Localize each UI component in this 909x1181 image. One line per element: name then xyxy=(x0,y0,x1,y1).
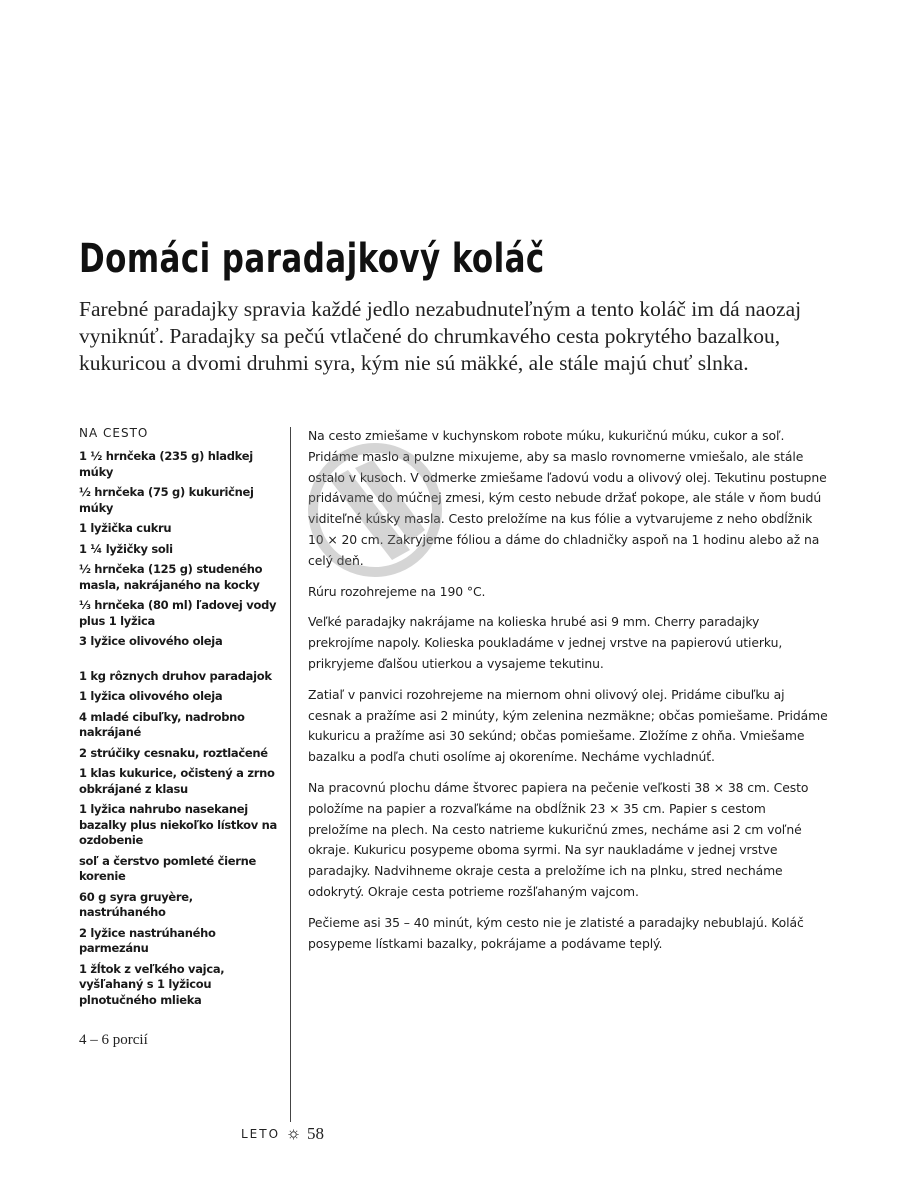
ingredient-item: 1 klas kukurice, očistený a zrno obkrájané z klasu xyxy=(79,766,275,796)
ingredient-item: 1 ½ hrnčeka (235 g) hladkej múky xyxy=(79,449,253,479)
method-step: Na cesto zmiešame v kuchynskom robote múku, kukuričnú múku, cukor a soľ. Pridáme maslo a pulzne mixujeme, aby sa maslo rovnomerne vmiešalo, ale stále ostalo v kusoch. V odmerke zmiešame ľadovú vodu a olivový olej. Tekutinu postupne pridávame do múčnej zmesi, kým cesto nebude držať pokope, ale stále v ňom budú viditeľné kúsky masla. Cesto preložíme na kus fólie a vytvarujeme z neho obdĺžnik 10 × 20 cm. Zakryjeme fóliou a dáme do chladničky aspoň na 1 hodinu alebo až na celý deň. xyxy=(308,428,827,568)
dough-ingredient-list xyxy=(79,449,279,650)
method-step: Veľké paradajky nakrájame na kolieska hrubé asi 9 mm. Cherry paradajky prekrojíme napoly. Kolieska poukladáme v jednej vrstve na papierovú utierku, prikryjeme ďalšou utierkou a vysajeme tekutinu. xyxy=(308,614,783,671)
ingredient-item: 2 lyžice nastrúhaného parmezánu xyxy=(79,925,216,955)
recipe-title: Domáci paradajkový koláč xyxy=(79,236,545,282)
ingredient-item: 1 lyžica nahrubo nasekanej bazalky plus niekoľko lístkov na ozdobenie xyxy=(79,802,277,847)
ingredient-item: 1 lyžička cukru xyxy=(79,521,172,535)
method-steps xyxy=(308,426,828,964)
ingredient-item: 1 žĺtok z veľkého vajca, vyšľahaný s 1 lyžicou plnotučného mlieka xyxy=(79,961,225,1007)
ingredient-item: ⅓ hrnčeka (80 ml) ľadovej vody plus 1 lyžica xyxy=(79,598,277,628)
ingredient-item: 3 lyžice olivového oleja xyxy=(79,634,223,648)
ingredient-item: soľ a čerstvo pomleté čierne korenie xyxy=(79,853,257,883)
filling-ingredient-list xyxy=(79,669,279,1009)
ingredient-item: 60 g syra gruyère, nastrúhaného xyxy=(79,889,193,919)
page-footer xyxy=(241,1124,324,1144)
ingredient-item: 1 kg rôznych druhov paradajok xyxy=(79,668,272,683)
ingredient-item: 1 ¼ lyžičky soli xyxy=(79,541,173,556)
footer-section-label: LETO xyxy=(241,1127,281,1141)
recipe-intro: Farebné paradajky spravia každé jedlo nezabudnuteľným a tento koláč im dá naozaj vyniknúť. Paradajky sa pečú vtlačené do chrumkavého cesta pokrytého bazalkou, kukuricou a dvomi druhmi syra, kým nie sú mäkké, ale stále majú chuť slnka. xyxy=(79,297,802,375)
method-step: Zatiaľ v panvici rozohrejeme na miernom ohni olivový olej. Pridáme cibuľku aj cesnak a pražíme asi 2 minúty, kým zelenina nezmäkne; občas pomiešame. Pridáme kukuricu a pražíme asi 30 sekúnd; občas pomiešame. Zložíme z ohňa. Vmiešame bazalku a podľa chuti osolíme aj okoreníme. Necháme vychladnúť. xyxy=(308,686,828,765)
ingredients-column xyxy=(79,426,279,1049)
ingredient-item: 4 mladé cibuľky, nadrobno nakrájané xyxy=(79,709,245,739)
ingredient-item: ½ hrnčeka (125 g) studeného masla, nakrájaného na kocky xyxy=(79,562,263,592)
method-step: Pečieme asi 35 – 40 minút, kým cesto nie je zlatisté a paradajky nebublajú. Koláč posypeme lístkami bazalky, pokrájame a podávame teplý. xyxy=(308,914,804,951)
servings: 4 – 6 porcií xyxy=(79,1032,148,1048)
method-step: Rúru rozohrejeme na 190 °C. xyxy=(308,583,486,599)
dough-section-label: NA CESTO xyxy=(79,426,149,440)
column-divider xyxy=(290,427,291,1122)
page-number: 58 xyxy=(307,1124,325,1143)
ingredient-item: 2 strúčiky cesnaku, roztlačené xyxy=(79,745,268,760)
ingredient-item: ½ hrnčeka (75 g) kukuričnej múky xyxy=(79,485,254,515)
ingredient-item: 1 lyžica olivového oleja xyxy=(79,689,223,703)
method-step: Na pracovnú plochu dáme štvorec papiera na pečenie veľkosti 38 × 38 cm. Cesto položíme na papier a rozvaľkáme na obdĺžnik 23 × 35 cm. Papier s cestom preložíme na plech. Na cesto natrieme kukuričnú zmes, necháme asi 2 cm voľné okraje. Kukuricu posypeme oboma syrmi. Na syr naukladáme v jednej vrstve paradajky. Nadvihneme okraje cesta a preložíme ich na plnku, stred necháme odokrytý. Okraje cesta potrieme rozšľahaným vajcom. xyxy=(308,779,809,899)
sun-icon xyxy=(288,1129,299,1140)
